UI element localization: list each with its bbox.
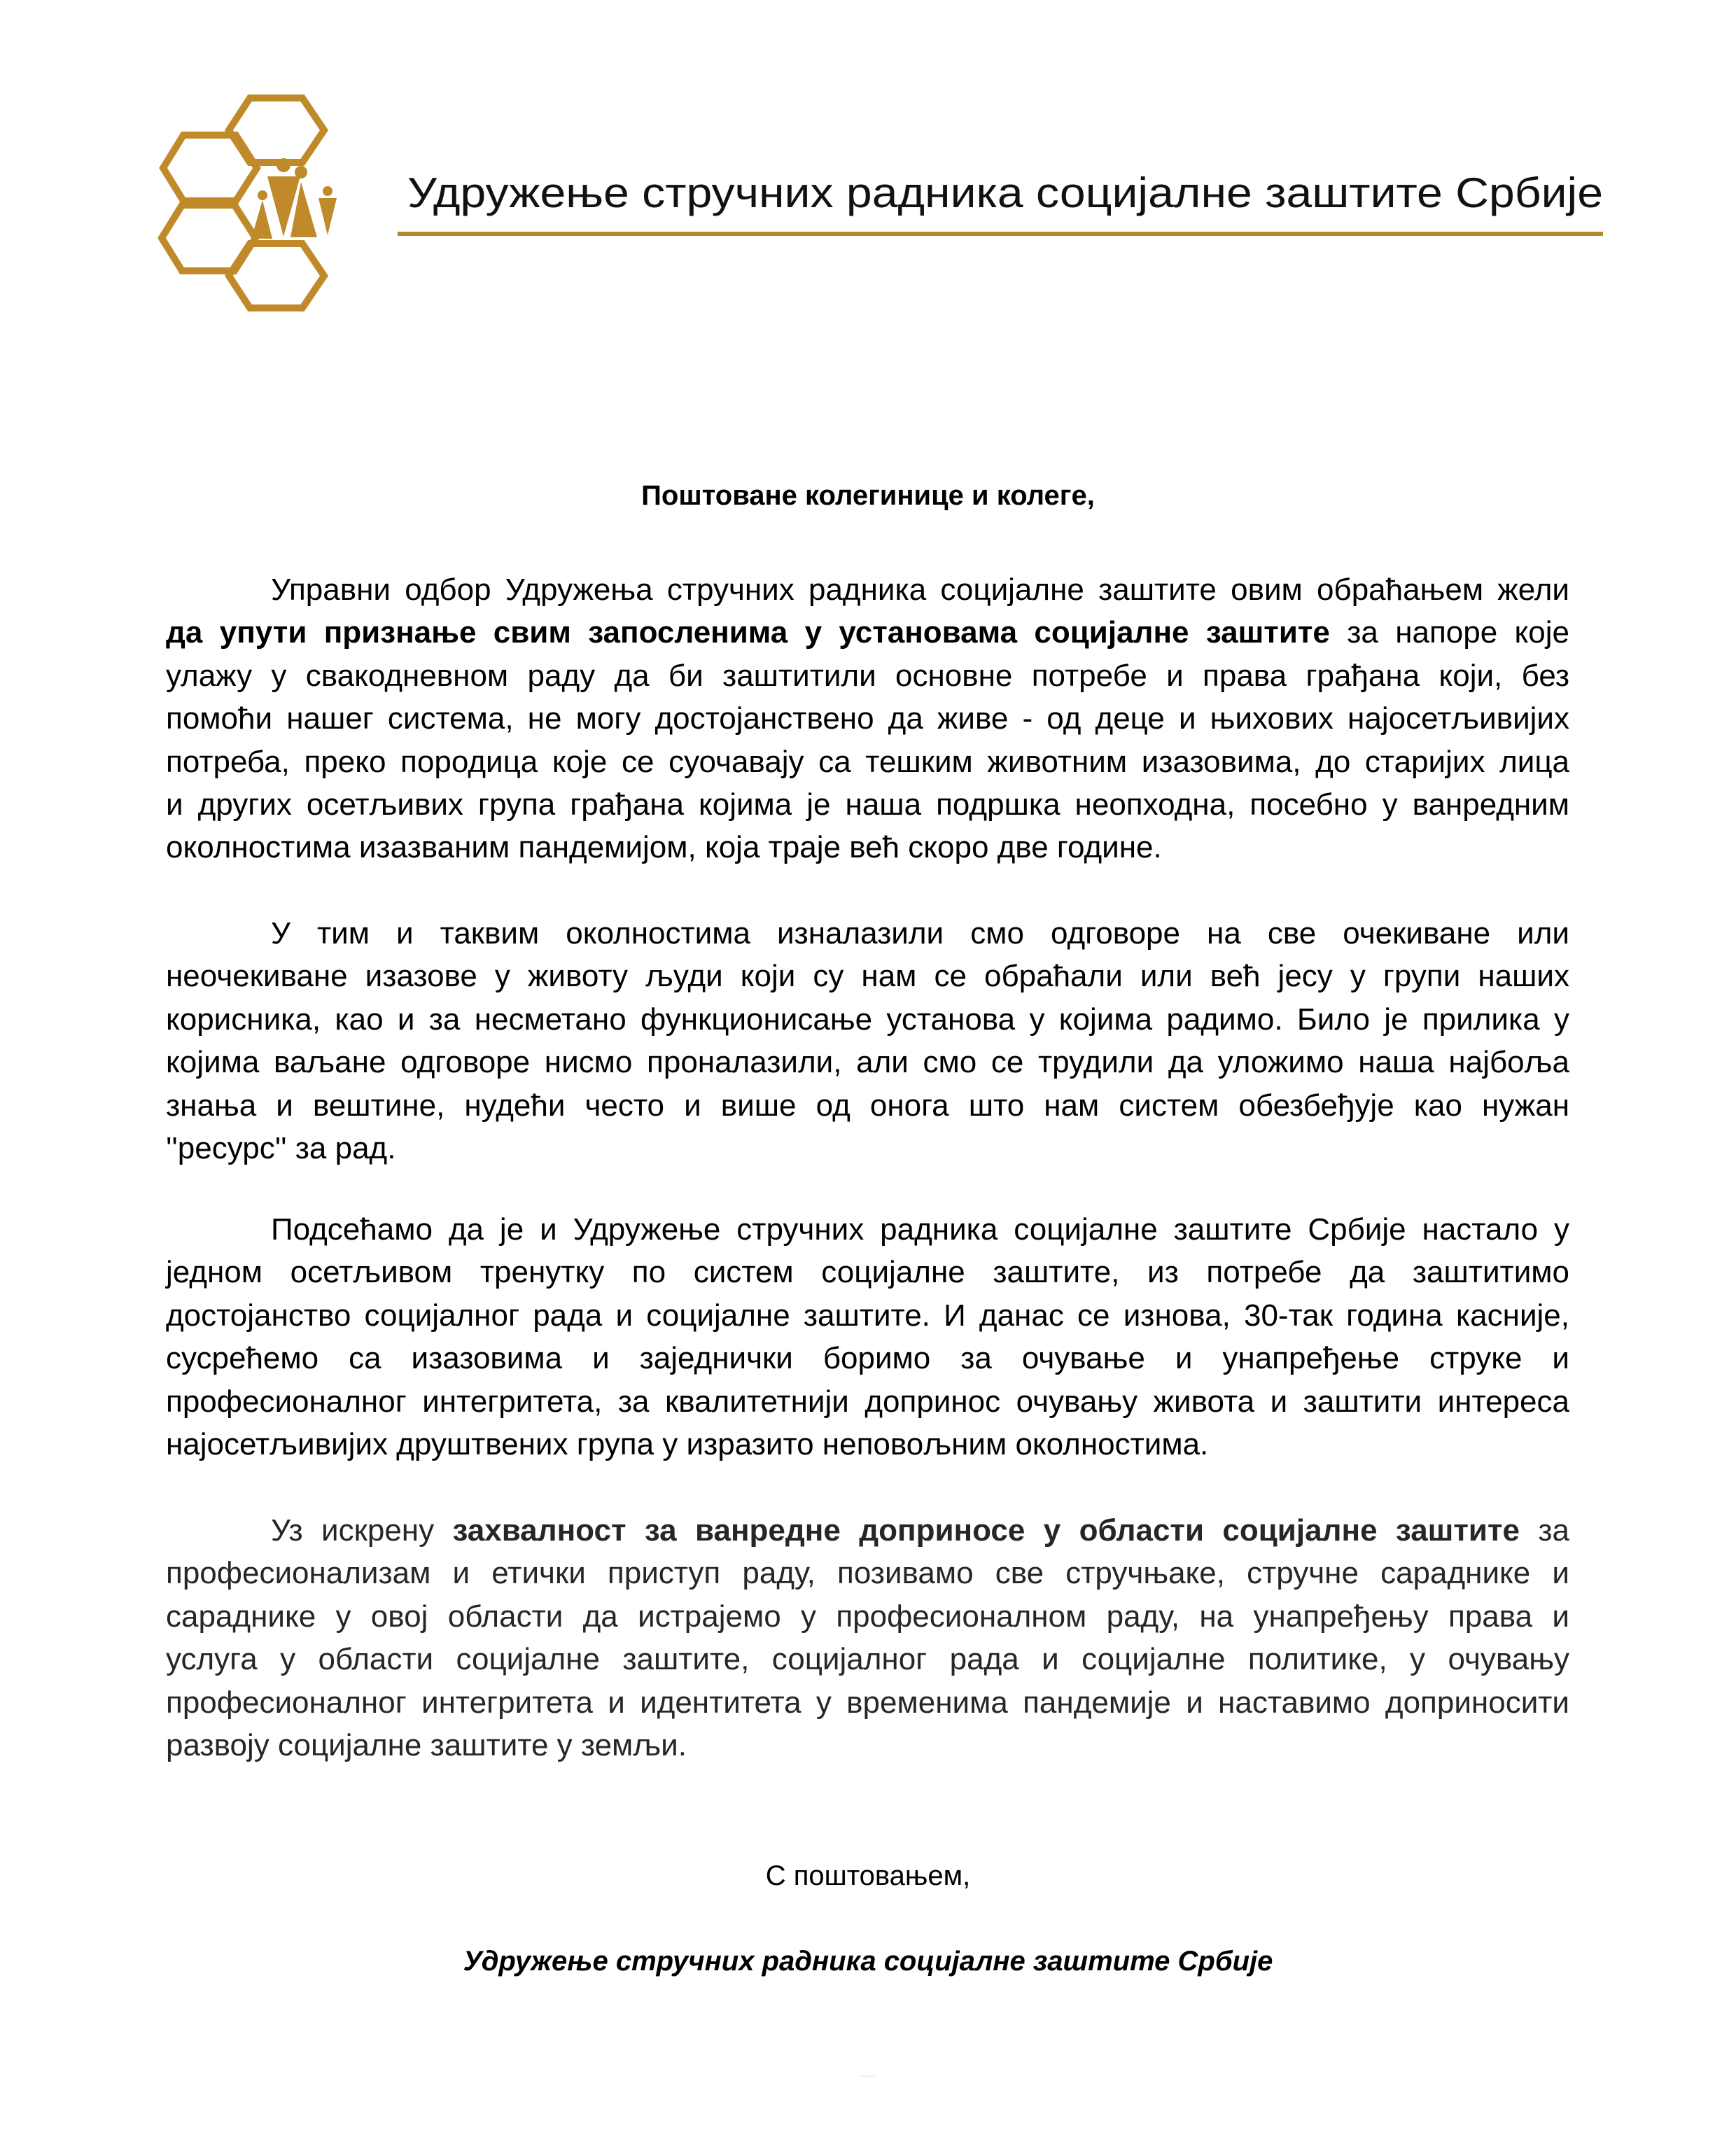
body-text: којима ваљане одговоре нисмо проналазили, али смо се трудили да уложимо наша најбоља [166,1045,1569,1080]
paragraph-line [271,1208,1569,1251]
body-text: професионалног интегритета и идентитета у временима пандемије и наставимо доприносити [166,1685,1569,1720]
paragraph-line [166,1337,1569,1380]
paragraph-line [166,1127,1569,1170]
logo-hexagon-bottom [229,244,324,308]
body-text: знања и вештине, нудећи често и више од онога што нам систем обезбеђује као нужан [166,1088,1569,1123]
body-text: потреба, преко породица које се суочавају са тешким животним изазовима, до старијих лица [166,744,1569,779]
paragraph-line [166,1681,1569,1724]
body-text: сусрећемо са изазовима и заједнички боримо за очување и унапређење струке и [166,1341,1569,1376]
paragraph-line [271,568,1569,611]
paragraph-line [166,697,1569,740]
organization-header-title: Удружење стручних радника социјалне заштите Србије [407,169,1603,216]
body-text: околностима изазваним пандемијом, која траје већ скоро две године. [166,830,1162,865]
body-text: ''ресурс'' за рад. [166,1131,396,1165]
paragraph-line [166,741,1569,783]
paragraph-line [166,1294,1569,1337]
paragraph-line [166,1724,1569,1767]
body-text: корисника, као и за несметано функционисање установа у којима радимо. Било је прилика у [166,1002,1569,1037]
paragraph-line [166,1552,1569,1594]
body-text: У тим и таквим околностима изналазили смо одговоре на све очекиване или [271,916,1569,951]
paragraph-line [166,1380,1569,1423]
logo-people-figures [251,158,337,239]
body-text: Уз искрену [271,1513,453,1548]
paragraph-line [166,826,1569,869]
body-text: професионализам и етички приступ раду, позивамо све стручњаке, стручне сараднике и [166,1556,1569,1591]
body-text: улажу у свакодневном раду да би заштитили основне потребе и права грађана који, без [166,658,1569,693]
body-text: најосетљивијих друштвених група у изразито неповољним околностима. [166,1427,1209,1461]
paragraph-line [271,912,1569,955]
paragraph-line [166,1423,1569,1466]
organization-logo-icon [158,90,343,314]
letter-signature: Удружење стручних радника социјалне заштите Србије [463,1946,1273,1977]
body-text: професионалног интегритета, за квалитетнији допринос очувању живота и заштити интереса [166,1384,1569,1419]
body-text: услуга у области социјалне заштите, социјалног рада и социјалне политике, у очувању [166,1642,1569,1677]
letter-greeting: Поштоване колегинице и колеге, [641,480,1095,511]
body-text: Подсећамо да је и Удружење стручних радника социјалне заштите Србије настало у [271,1212,1569,1247]
body-text: развоју социјалне заштите у земљи. [166,1728,687,1762]
paragraph-line [166,1041,1569,1083]
paragraph-line [271,1509,1569,1552]
page-artifact [860,2075,875,2077]
paragraph-line [166,1084,1569,1127]
body-text: неочекиване изазове у животу људи који су нам се обраћали или већ јесу у групи наших [166,959,1569,994]
body-text: и других осетљивих група грађана којима је наша подршка неопходна, посебно у ванредним [166,787,1569,822]
body-text: за [1519,1513,1570,1548]
body-text: помоћи нашег система, не могу достојанствено да живе - од деце и њихових најосетљивијих [166,701,1569,736]
body-text: за напоре које [1329,615,1569,650]
header-divider [398,232,1603,236]
paragraph-line [166,654,1569,697]
paragraph-line [166,1638,1569,1681]
logo-hexagon-upper-left [163,135,257,201]
emphasis-text: да упути признање свим запосленима у установама социјалне заштите [166,615,1330,650]
paragraph-line [166,783,1569,826]
paragraph-line [166,611,1569,654]
paragraph-line [166,1251,1569,1293]
emphasis-text: захвалност за ванредне доприносе у области социјалне заштите [452,1513,1520,1548]
body-text: једном осетљивом тренутку по систем социјалне заштите, из потребе да заштитимо [166,1255,1569,1290]
body-text: достојанство социјалног рада и социјалне заштите. И данас се изнова, 30-так година касније, [166,1298,1569,1333]
body-text: Управни одбор Удружења стручних радника социјалне заштите овим обраћањем жели [271,573,1569,607]
letter-closing: С поштовањем, [765,1860,971,1891]
paragraph-line [166,955,1569,997]
paragraph-line [166,998,1569,1041]
paragraph-line [166,1595,1569,1638]
body-text: сараднике у овој области да истрајемо у професионалном раду, на унапређењу права и [166,1599,1569,1634]
